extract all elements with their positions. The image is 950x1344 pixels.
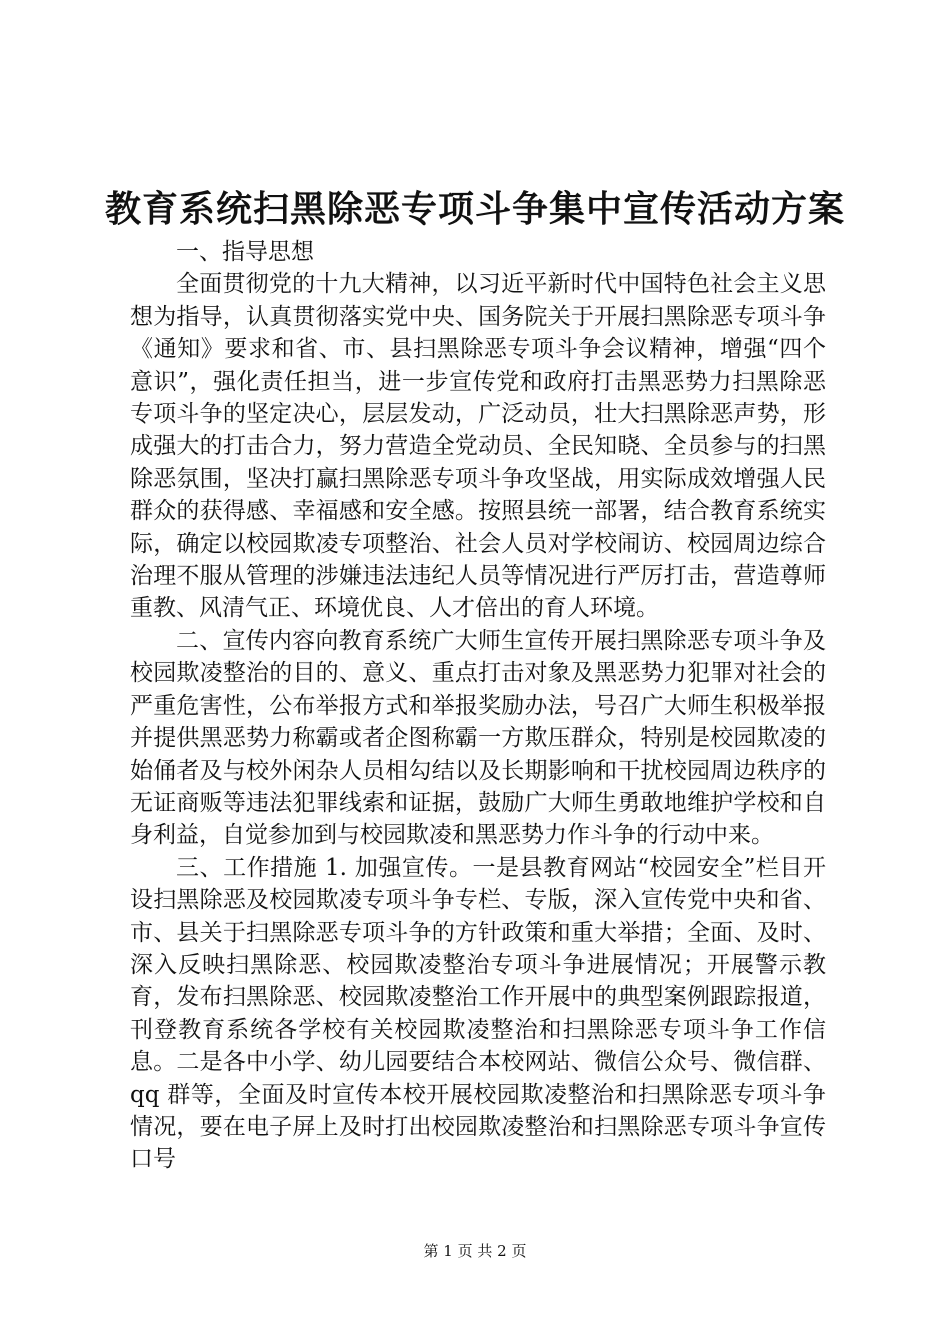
paragraph-publicity-content: 二、宣传内容向教育系统广大师生宣传开展扫黑除恶专项斗争及校园欺凌整治的目的、意义、重点打击对象及黑恶势力犯罪对社会的严重危害性，公布举报方式和举报奖励办法，号召广大师生积极举报并提供黑恶势力称霸或者企图称霸一方欺压群众，特别是校园欺凌的始俑者及与校外闲杂人员相勾结以及长期影响和干扰校园周边秩序的无证商贩等违法犯罪线索和证据，鼓励广大师生勇敢地维护学校和自身利益，自觉参加到与校园欺凌和黑恶势力作斗争的行动中来。 xyxy=(130,627,826,849)
paragraph-work-measures: 三、工作措施 1. 加强宣传。一是县教育网站“校园安全”栏目开设扫黑除恶及校园欺凌专项斗争专栏、专版，深入宣传党中央和省、市、县关于扫黑除恶专项斗争的方针政策和重大举措；全面、及时、深入反映扫黑除恶、校园欺凌整治专项斗争进展情况；开展警示教育，发布扫黑除恶、校园欺凌整治工作开展中的典型案例跟踪报道，刊登教育系统各学校有关校园欺凌整治和扫黑除恶专项斗争工作信息。二是各中小学、幼儿园要结合本校网站、微信公众号、微信群、qq 群等，全面及时宣传本校开展校园欺凌整治和扫黑除恶专项斗争情况，要在电子屏上及时打出校园欺凌整治和扫黑除恶专项斗争宣传口号 xyxy=(130,854,826,1173)
document-body xyxy=(130,236,826,1176)
paragraph-guiding-ideology: 全面贯彻党的十九大精神，以习近平新时代中国特色社会主义思想为指导，认真贯彻落实党中央、国务院关于开展扫黑除恶专项斗争《通知》要求和省、市、县扫黑除恶专项斗争会议精神，增强“四个意识”，强化责任担当，进一步宣传党和政府打击黑恶势力扫黑除恶专项斗争的坚定决心，层层发动，广泛动员，壮大扫黑除恶声势，形成强大的打击合力，努力营造全党动员、全民知晓、全员参与的扫黑除恶氛围，坚决打赢扫黑除恶专项斗争攻坚战，用实际成效增强人民群众的获得感、幸福感和安全感。按照县统一部署，结合教育系统实际，确定以校园欺凌专项整治、社会人员对学校闹访、校园周边综合治理不服从管理的涉嫌违法违纪人员等情况进行严厉打击，营造尊师重教、风清气正、环境优良、人才倍出的育人环境。 xyxy=(130,271,826,622)
page-footer: 第 1 页 共 2 页 xyxy=(423,1242,527,1260)
document-title: 教育系统扫黑除恶专项斗争集中宣传活动方案 xyxy=(104,188,845,230)
paragraph-heading-guiding-ideology: 一、指导思想 xyxy=(176,239,314,265)
